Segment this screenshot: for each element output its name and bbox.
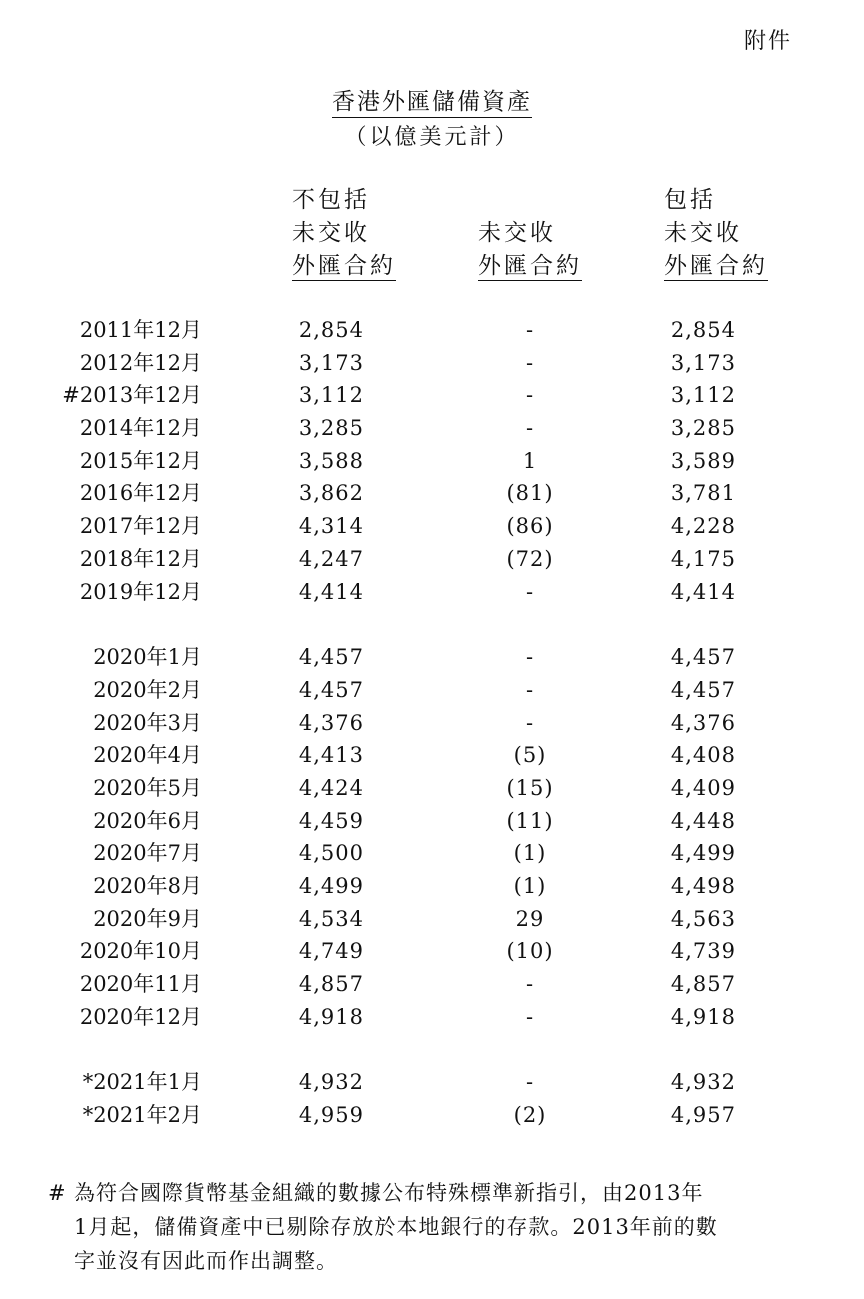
excluding-value-cell: 3,862 bbox=[298, 481, 364, 506]
date-cell: 2012年12月 bbox=[79, 350, 202, 375]
including-value-cell: 4,228 bbox=[670, 514, 736, 539]
table-row bbox=[0, 576, 864, 609]
table-row bbox=[0, 1001, 864, 1034]
date-cell: 2020年5月 bbox=[93, 775, 202, 800]
excluding-value-cell: 4,932 bbox=[298, 1070, 364, 1095]
including-value-cell: 4,376 bbox=[670, 710, 736, 735]
excluding-value-cell: 4,457 bbox=[298, 677, 364, 702]
including-value-cell: 4,957 bbox=[670, 1103, 736, 1128]
header-line: 不包括 bbox=[292, 187, 370, 213]
date-cell: 2016年12月 bbox=[79, 481, 202, 506]
date-cell: *2021年2月 bbox=[82, 1103, 202, 1128]
forward-value-cell: (2) bbox=[513, 1103, 547, 1128]
table-row bbox=[0, 968, 864, 1001]
forward-value-cell: 29 bbox=[515, 906, 545, 931]
excluding-value-cell: 4,959 bbox=[298, 1103, 364, 1128]
document-title bbox=[0, 88, 864, 118]
footnote-mark: # bbox=[48, 1181, 67, 1205]
excluding-value-cell: 3,112 bbox=[298, 383, 364, 408]
including-value-cell: 4,414 bbox=[670, 579, 736, 604]
including-value-cell: 3,173 bbox=[670, 350, 736, 375]
including-value-cell: 4,932 bbox=[670, 1070, 736, 1095]
table-row bbox=[0, 510, 864, 543]
excluding-value-cell: 4,247 bbox=[298, 546, 364, 571]
forward-value-cell: - bbox=[525, 710, 535, 735]
including-value-cell: 3,589 bbox=[670, 448, 736, 473]
header-line: 未交收 bbox=[664, 220, 742, 246]
date-cell: #2013年12月 bbox=[62, 383, 202, 408]
table-row bbox=[0, 739, 864, 772]
header-line-underlined: 外匯合約 bbox=[292, 253, 396, 279]
table-row bbox=[0, 477, 864, 510]
table-row bbox=[0, 379, 864, 412]
date-cell: 2020年7月 bbox=[93, 841, 202, 866]
footnote-line: 1月起，儲備資產中已剔除存放於本地銀行的存款。2013年前的數 bbox=[74, 1215, 718, 1239]
including-value-cell: 4,175 bbox=[670, 546, 736, 571]
header-line: 未交收 bbox=[478, 220, 556, 246]
date-cell: 2011年12月 bbox=[79, 318, 202, 342]
table-row bbox=[0, 641, 864, 674]
excluding-value-cell: 4,857 bbox=[298, 972, 364, 997]
footnote-text bbox=[74, 1176, 808, 1278]
excluding-value-cell: 3,588 bbox=[298, 448, 364, 473]
forward-value-cell: (1) bbox=[513, 841, 547, 866]
header-line-underlined: 外匯合約 bbox=[664, 253, 768, 279]
forward-value-cell: - bbox=[525, 972, 535, 997]
column-header-excluding bbox=[292, 184, 396, 283]
excluding-value-cell: 4,534 bbox=[298, 906, 364, 931]
date-cell: 2014年12月 bbox=[79, 416, 202, 441]
including-value-cell: 3,112 bbox=[670, 383, 736, 408]
forward-value-cell: (72) bbox=[506, 546, 554, 571]
date-cell: 2020年2月 bbox=[93, 677, 202, 702]
excluding-value-cell: 4,749 bbox=[298, 939, 364, 964]
column-header-forward bbox=[478, 217, 582, 283]
excluding-value-cell: 4,918 bbox=[298, 1004, 364, 1029]
excluding-value-cell: 3,173 bbox=[298, 350, 364, 375]
date-cell: 2020年4月 bbox=[93, 743, 202, 768]
reserves-table bbox=[0, 314, 864, 1132]
including-value-cell: 4,448 bbox=[670, 808, 736, 833]
including-value-cell: 3,285 bbox=[670, 416, 736, 441]
group-spacer bbox=[0, 1033, 864, 1066]
table-row bbox=[0, 870, 864, 903]
table-row bbox=[0, 772, 864, 805]
footnote-line: 為符合國際貨幣基金組織的數據公布特殊標準新指引，由2013年 bbox=[74, 1181, 704, 1205]
table-row bbox=[0, 935, 864, 968]
footnote-line: 字並沒有因此而作出調整。 bbox=[74, 1249, 338, 1273]
forward-value-cell: - bbox=[525, 579, 535, 604]
date-cell: 2020年11月 bbox=[79, 972, 202, 997]
table-row bbox=[0, 674, 864, 707]
group-spacer bbox=[0, 608, 864, 641]
excluding-value-cell: 4,424 bbox=[298, 775, 364, 800]
table-row bbox=[0, 903, 864, 936]
header-line: 包括 bbox=[664, 187, 716, 213]
including-value-cell: 4,739 bbox=[670, 939, 736, 964]
date-cell: 2020年1月 bbox=[93, 645, 202, 670]
excluding-value-cell: 4,314 bbox=[298, 514, 364, 539]
including-value-cell: 4,918 bbox=[670, 1004, 736, 1029]
including-value-cell: 3,781 bbox=[670, 481, 736, 506]
forward-value-cell: 1 bbox=[522, 448, 538, 473]
including-value-cell: 4,563 bbox=[670, 906, 736, 931]
forward-value-cell: - bbox=[525, 318, 535, 342]
header-line: 未交收 bbox=[292, 220, 370, 246]
document-subtitle: （以億美元計） bbox=[344, 125, 520, 150]
forward-value-cell: - bbox=[525, 1070, 535, 1095]
date-cell: 2015年12月 bbox=[79, 448, 202, 473]
excluding-value-cell: 4,413 bbox=[298, 743, 364, 768]
forward-value-cell: - bbox=[525, 677, 535, 702]
forward-value-cell: - bbox=[525, 416, 535, 441]
attachment-label: 附件 bbox=[743, 29, 792, 54]
forward-value-cell: - bbox=[525, 645, 535, 670]
including-value-cell: 4,857 bbox=[670, 972, 736, 997]
date-cell: 2020年8月 bbox=[93, 874, 202, 898]
table-row bbox=[0, 837, 864, 870]
table-row bbox=[0, 314, 864, 347]
table-row bbox=[0, 707, 864, 740]
forward-value-cell: (5) bbox=[513, 743, 547, 768]
footnote bbox=[48, 1176, 808, 1278]
date-cell: 2019年12月 bbox=[79, 579, 202, 604]
including-value-cell: 4,408 bbox=[670, 743, 736, 768]
including-value-cell: 2,854 bbox=[670, 318, 736, 342]
including-value-cell: 4,498 bbox=[670, 874, 736, 898]
forward-value-cell: (81) bbox=[506, 481, 554, 506]
table-row bbox=[0, 347, 864, 380]
date-cell: 2020年6月 bbox=[93, 808, 202, 833]
date-cell: 2020年10月 bbox=[79, 939, 202, 964]
excluding-value-cell: 4,459 bbox=[298, 808, 364, 833]
forward-value-cell: (1) bbox=[513, 874, 547, 898]
table-row bbox=[0, 1066, 864, 1099]
date-cell: 2018年12月 bbox=[79, 546, 202, 571]
table-row bbox=[0, 805, 864, 838]
excluding-value-cell: 4,457 bbox=[298, 645, 364, 670]
date-cell: 2017年12月 bbox=[79, 514, 202, 539]
forward-value-cell: (10) bbox=[506, 939, 554, 964]
excluding-value-cell: 3,285 bbox=[298, 416, 364, 441]
table-row bbox=[0, 412, 864, 445]
table-row bbox=[0, 445, 864, 478]
header-line-underlined: 外匯合約 bbox=[478, 253, 582, 279]
title-text: 香港外匯儲備資產 bbox=[332, 88, 532, 118]
excluding-value-cell: 4,499 bbox=[298, 874, 364, 898]
date-cell: 2020年12月 bbox=[79, 1004, 202, 1029]
column-header-including bbox=[664, 184, 768, 283]
date-cell: *2021年1月 bbox=[82, 1070, 202, 1095]
excluding-value-cell: 4,500 bbox=[298, 841, 364, 866]
forward-value-cell: (15) bbox=[506, 775, 554, 800]
forward-value-cell: - bbox=[525, 350, 535, 375]
including-value-cell: 4,409 bbox=[670, 775, 736, 800]
forward-value-cell: (11) bbox=[506, 808, 554, 833]
table-row bbox=[0, 1099, 864, 1132]
table-row bbox=[0, 543, 864, 576]
excluding-value-cell: 2,854 bbox=[298, 318, 364, 342]
including-value-cell: 4,457 bbox=[670, 677, 736, 702]
including-value-cell: 4,499 bbox=[670, 841, 736, 866]
date-cell: 2020年3月 bbox=[93, 710, 202, 735]
including-value-cell: 4,457 bbox=[670, 645, 736, 670]
forward-value-cell: - bbox=[525, 383, 535, 408]
date-cell: 2020年9月 bbox=[93, 906, 202, 931]
forward-value-cell: (86) bbox=[506, 514, 554, 539]
excluding-value-cell: 4,376 bbox=[298, 710, 364, 735]
forward-value-cell: - bbox=[525, 1004, 535, 1029]
excluding-value-cell: 4,414 bbox=[298, 579, 364, 604]
